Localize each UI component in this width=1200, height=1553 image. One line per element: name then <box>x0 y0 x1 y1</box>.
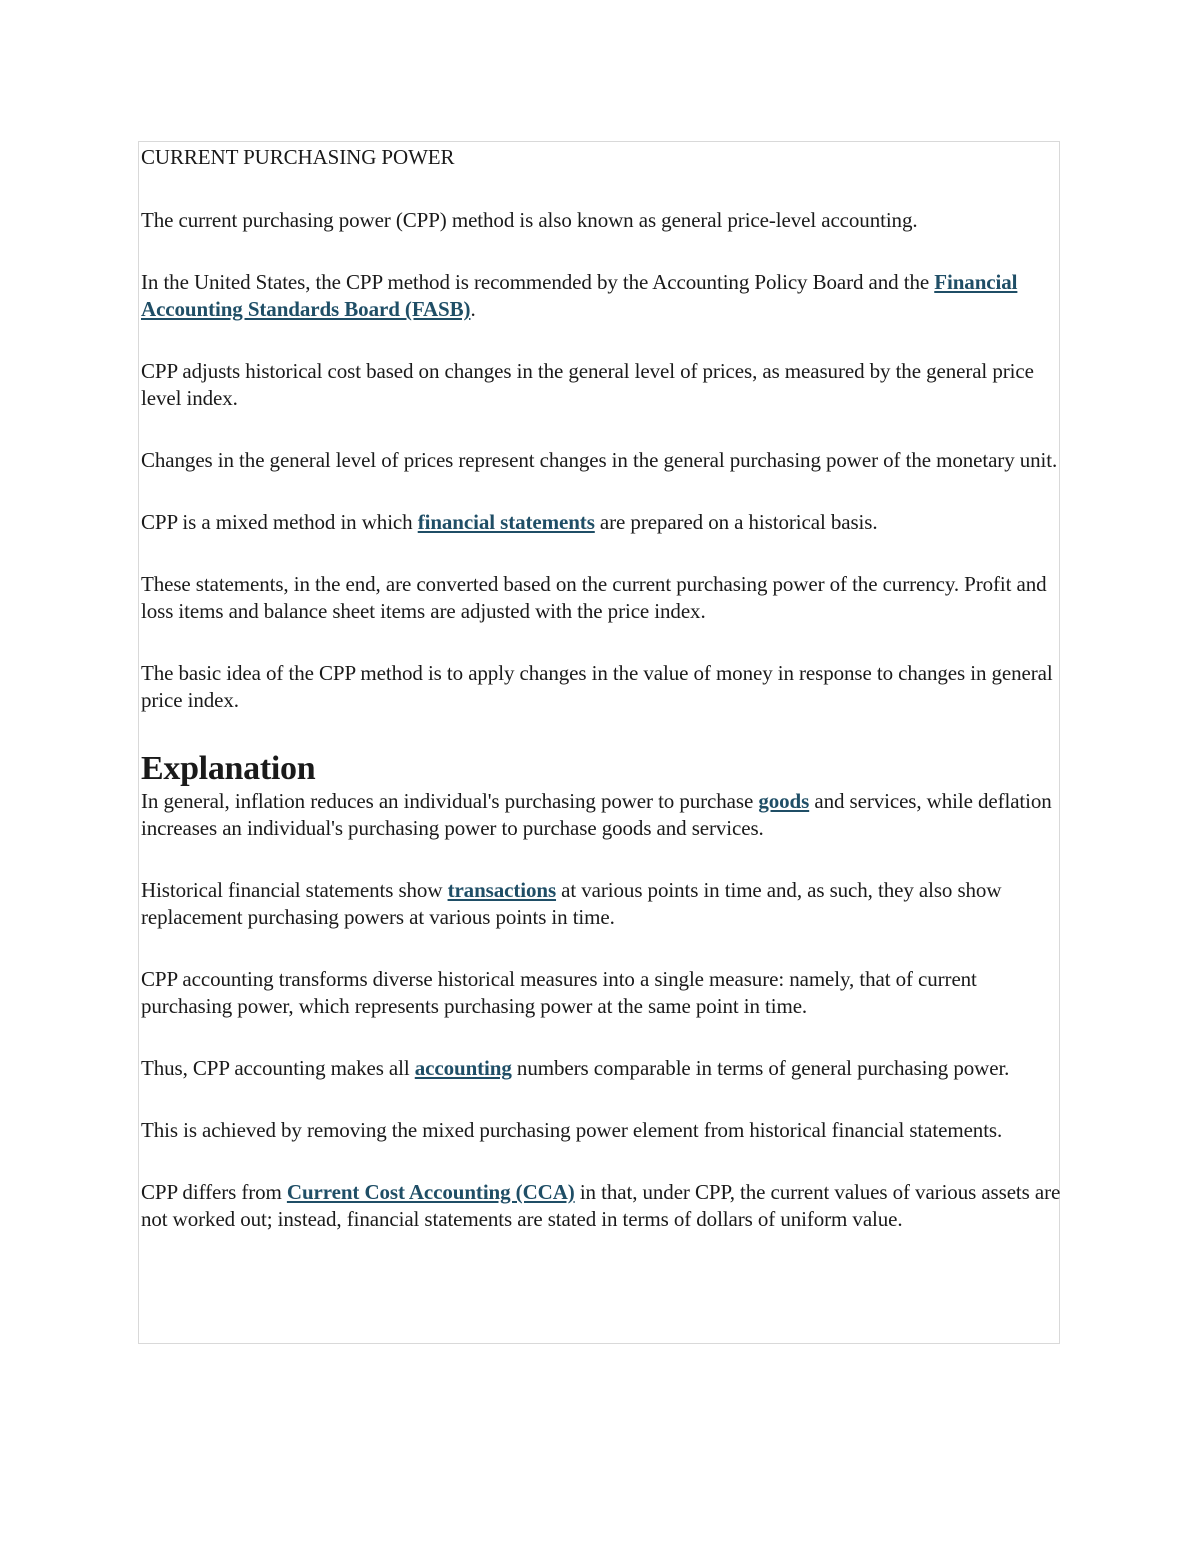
paragraph-text: Historical financial statements show <box>141 878 448 902</box>
paragraph-mixed-method <box>141 509 1061 536</box>
paragraph-text: CPP is a mixed method in which <box>141 510 418 534</box>
paragraph-text: and services, while deflation increases an individual's purchasing power to purchase goods and services. <box>141 789 1052 840</box>
paragraph-text: are prepared on a historical basis. <box>594 510 878 534</box>
paragraph-text: In the United States, the CPP method is recommended by the Accounting Policy Board and the <box>141 270 935 294</box>
paragraph-text: Thus, CPP accounting makes all <box>141 1056 415 1080</box>
paragraph-price-changes: Changes in the general level of prices represent changes in the general purchasing power of the monetary unit. <box>141 448 1058 472</box>
current-cost-accounting-link[interactable]: Current Cost Accounting (CCA) <box>286 1180 575 1204</box>
paragraph-text: . <box>470 297 476 321</box>
explanation-heading: Explanation <box>141 750 316 787</box>
paragraph-removing-element: This is achieved by removing the mixed purchasing power element from historical financial statements. <box>141 1118 1003 1142</box>
paragraph-text: In general, inflation reduces an individual's purchasing power to purchase <box>141 789 759 813</box>
paragraph-basic-idea: The basic idea of the CPP method is to apply changes in the value of money in response to changes in general price index. <box>141 661 1053 712</box>
document-body <box>141 144 1061 1233</box>
financial-statements-link[interactable]: financial statements <box>417 510 595 534</box>
paragraph-text: at various points in time and, as such, they also show replacement purchasing powers at various points in time. <box>141 878 1002 929</box>
paragraph-transactions <box>141 877 1061 931</box>
paragraph-historical-cost: CPP adjusts historical cost based on changes in the general level of prices, as measured by the general price level index. <box>141 359 1034 410</box>
fasb-link[interactable]: Financial Accounting Standards Board (FASB) <box>141 270 1018 321</box>
transactions-link[interactable]: transactions <box>447 878 557 902</box>
paragraph-fasb <box>141 269 1061 323</box>
paragraph-single-measure: CPP accounting transforms diverse historical measures into a single measure: namely, that of current purchasing power, which represents purchasing power at the same point in time. <box>141 967 977 1018</box>
section-spacer <box>141 714 1061 750</box>
paragraph-inflation <box>141 788 1061 842</box>
paragraph-text: CPP differs from <box>141 1180 287 1204</box>
paragraph-comparable <box>141 1055 1061 1082</box>
paragraph-conversion: These statements, in the end, are converted based on the current purchasing power of the currency. Profit and loss items and balance sheet items are adjusted with the price index. <box>141 572 1047 623</box>
document-title: CURRENT PURCHASING POWER <box>141 145 455 169</box>
paragraph-text: in that, under CPP, the current values of various assets are not worked out; instead, financial statements are stated in terms of dollars of uniform value. <box>141 1180 1061 1231</box>
goods-link[interactable]: goods <box>758 789 810 813</box>
paragraph-cca-difference <box>141 1179 1061 1233</box>
accounting-link[interactable]: accounting <box>414 1056 512 1080</box>
paragraph-text: numbers comparable in terms of general purchasing power. <box>511 1056 1010 1080</box>
paragraph-cpp-definition: The current purchasing power (CPP) method is also known as general price-level accounting. <box>141 208 918 232</box>
